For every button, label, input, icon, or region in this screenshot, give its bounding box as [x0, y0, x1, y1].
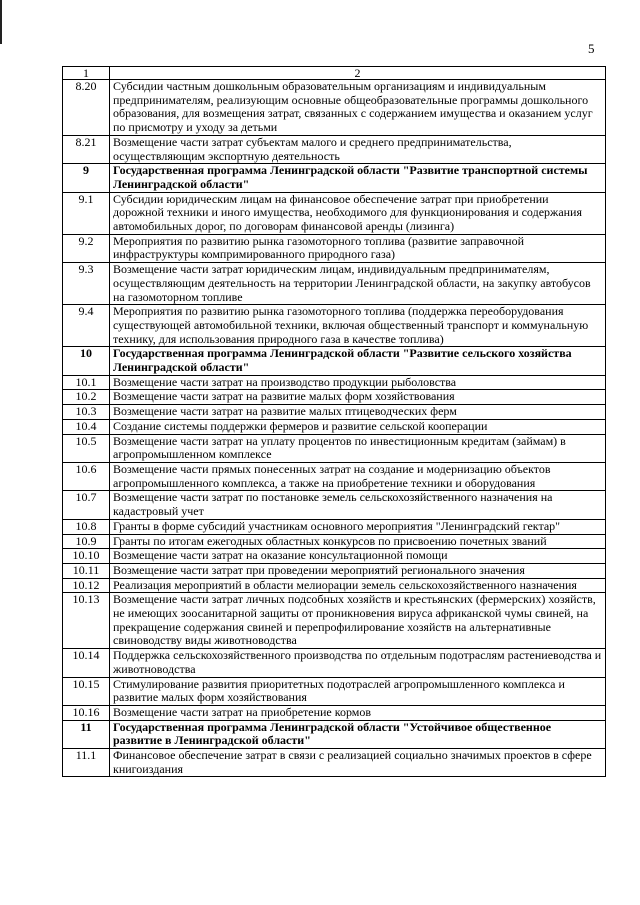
- row-number: 9.4: [63, 305, 110, 347]
- program-number: 10: [63, 347, 110, 375]
- row-description: Возмещение части затрат юридическим лицам, индивидуальным предпринимателям, осуществляющим деятельность на территории Ленинградской области, на закупку автобусов на газомоторном топливе: [110, 263, 606, 305]
- row-description: Возмещение части прямых понесенных затрат на создание и модернизацию объектов агропромышленного комплекса, а также на приобретение техники и оборудования: [110, 462, 606, 490]
- table-row: [63, 462, 606, 490]
- row-description: Создание системы поддержки фермеров и развитие сельской кооперации: [110, 419, 606, 434]
- table-row: [63, 405, 606, 420]
- table-row: [63, 234, 606, 262]
- row-number: 9.3: [63, 263, 110, 305]
- row-description: Реализация мероприятий в области мелиорации земель сельскохозяйственного назначения: [110, 578, 606, 593]
- table-row: [63, 705, 606, 720]
- table-row: [63, 192, 606, 234]
- row-description: Субсидии юридическим лицам на финансовое обеспечение затрат при приобретении дорожной техники и иного имущества, необходимого для функционирования и содержания автомобильных дорог, по договорам финансовой аренды (лизинга): [110, 192, 606, 234]
- table-row: [63, 390, 606, 405]
- table-row: [63, 649, 606, 677]
- row-number: 10.12: [63, 578, 110, 593]
- program-title: Государственная программа Ленинградской области "Развитие транспортной системы Ленинградской области": [110, 164, 606, 192]
- program-number: 9: [63, 164, 110, 192]
- table-row: [63, 578, 606, 593]
- subsidy-table: [62, 66, 606, 777]
- row-number: 10.14: [63, 649, 110, 677]
- program-number: 11: [63, 720, 110, 748]
- program-row: [63, 720, 606, 748]
- row-description: Субсидии частным дошкольным образовательным организациям и индивидуальным предпринимателям, реализующим основные общеобразовательные программы дошкольного образования, для возмещения затрат, связанных с содержанием имущества и оказанием услуг по присмотру и уходу за детьми: [110, 80, 606, 136]
- table-row: [63, 419, 606, 434]
- row-description: Возмещение части затрат на производство продукции рыболовства: [110, 375, 606, 390]
- row-description: Возмещение части затрат на развитие малых форм хозяйствования: [110, 390, 606, 405]
- row-number: 10.3: [63, 405, 110, 420]
- program-title: Государственная программа Ленинградской области "Устойчивое общественное развитие в Ленинградской области": [110, 720, 606, 748]
- row-description: Возмещение части затрат на развитие малых птицеводческих ферм: [110, 405, 606, 420]
- program-row: [63, 164, 606, 192]
- table-row: [63, 80, 606, 136]
- table-row: [63, 593, 606, 649]
- program-row: [63, 347, 606, 375]
- row-number: 10.6: [63, 462, 110, 490]
- column-header-description: 2: [110, 67, 606, 80]
- row-description: Возмещение части затрат субъектам малого и среднего предпринимательства, осуществляющим экспортную деятельность: [110, 135, 606, 163]
- row-number: 8.21: [63, 135, 110, 163]
- table-row: [63, 135, 606, 163]
- table-row: [63, 375, 606, 390]
- table-row: [63, 549, 606, 564]
- column-header-number: 1: [63, 67, 110, 80]
- row-description: Возмещение части затрат на приобретение кормов: [110, 705, 606, 720]
- table-row: [63, 534, 606, 549]
- row-number: 9.2: [63, 234, 110, 262]
- row-number: 10.10: [63, 549, 110, 564]
- row-number: 10.4: [63, 419, 110, 434]
- row-description: Возмещение части затрат на уплату процентов по инвестиционным кредитам (займам) в агропромышленном комплексе: [110, 434, 606, 462]
- row-description: Поддержка сельскохозяйственного производства по отдельным подотраслям растениеводства и животноводства: [110, 649, 606, 677]
- program-title: Государственная программа Ленинградской области "Развитие сельского хозяйства Ленинградской области": [110, 347, 606, 375]
- table-row: [63, 305, 606, 347]
- table-row: [63, 491, 606, 519]
- row-number: 10.5: [63, 434, 110, 462]
- row-description: Мероприятия по развитию рынка газомоторного топлива (развитие заправочной инфраструктуры компримированного природного газа): [110, 234, 606, 262]
- row-description: Стимулирование развития приоритетных подотраслей агропромышленного комплекса и развитие малых форм хозяйствования: [110, 677, 606, 705]
- row-description: Гранты в форме субсидий участникам основного мероприятия "Ленинградский гектар": [110, 519, 606, 534]
- table-row: [63, 263, 606, 305]
- row-description: Гранты по итогам ежегодных областных конкурсов по присвоению почетных званий: [110, 534, 606, 549]
- row-number: 10.8: [63, 519, 110, 534]
- row-number: 10.1: [63, 375, 110, 390]
- row-description: Возмещение части затрат при проведении мероприятий регионального значения: [110, 563, 606, 578]
- row-description: Возмещение части затрат на оказание консультационной помощи: [110, 549, 606, 564]
- table-row: [63, 519, 606, 534]
- table-row: [63, 749, 606, 777]
- row-number: 10.2: [63, 390, 110, 405]
- row-number: 9.1: [63, 192, 110, 234]
- left-margin-mark: [0, 0, 2, 44]
- table-row: [63, 434, 606, 462]
- table-header-row: [63, 67, 606, 80]
- row-number: 8.20: [63, 80, 110, 136]
- row-number: 10.13: [63, 593, 110, 649]
- row-description: Мероприятия по развитию рынка газомоторного топлива (поддержка переоборудования существующей автомобильной техники, включая общественный транспорт и коммунальную технику, для использования природного газа в качестве топлива): [110, 305, 606, 347]
- table-row: [63, 677, 606, 705]
- row-number: 10.16: [63, 705, 110, 720]
- row-number: 10.15: [63, 677, 110, 705]
- row-number: 10.9: [63, 534, 110, 549]
- row-number: 11.1: [63, 749, 110, 777]
- row-number: 10.11: [63, 563, 110, 578]
- page-number: 5: [588, 41, 595, 56]
- row-description: Финансовое обеспечение затрат в связи с реализацией социально значимых проектов в сфере книгоиздания: [110, 749, 606, 777]
- row-number: 10.7: [63, 491, 110, 519]
- row-description: Возмещение части затрат личных подсобных хозяйств и крестьянских (фермерских) хозяйств, не имеющих зоосанитарной защиты от проникновения вируса африканской чумы свиней, на прекращение содержания свиней и перепрофилирование хозяйств на альтернативные свиноводству виды животноводства: [110, 593, 606, 649]
- table-row: [63, 563, 606, 578]
- row-description: Возмещение части затрат по постановке земель сельскохозяйственного назначения на кадастровый учет: [110, 491, 606, 519]
